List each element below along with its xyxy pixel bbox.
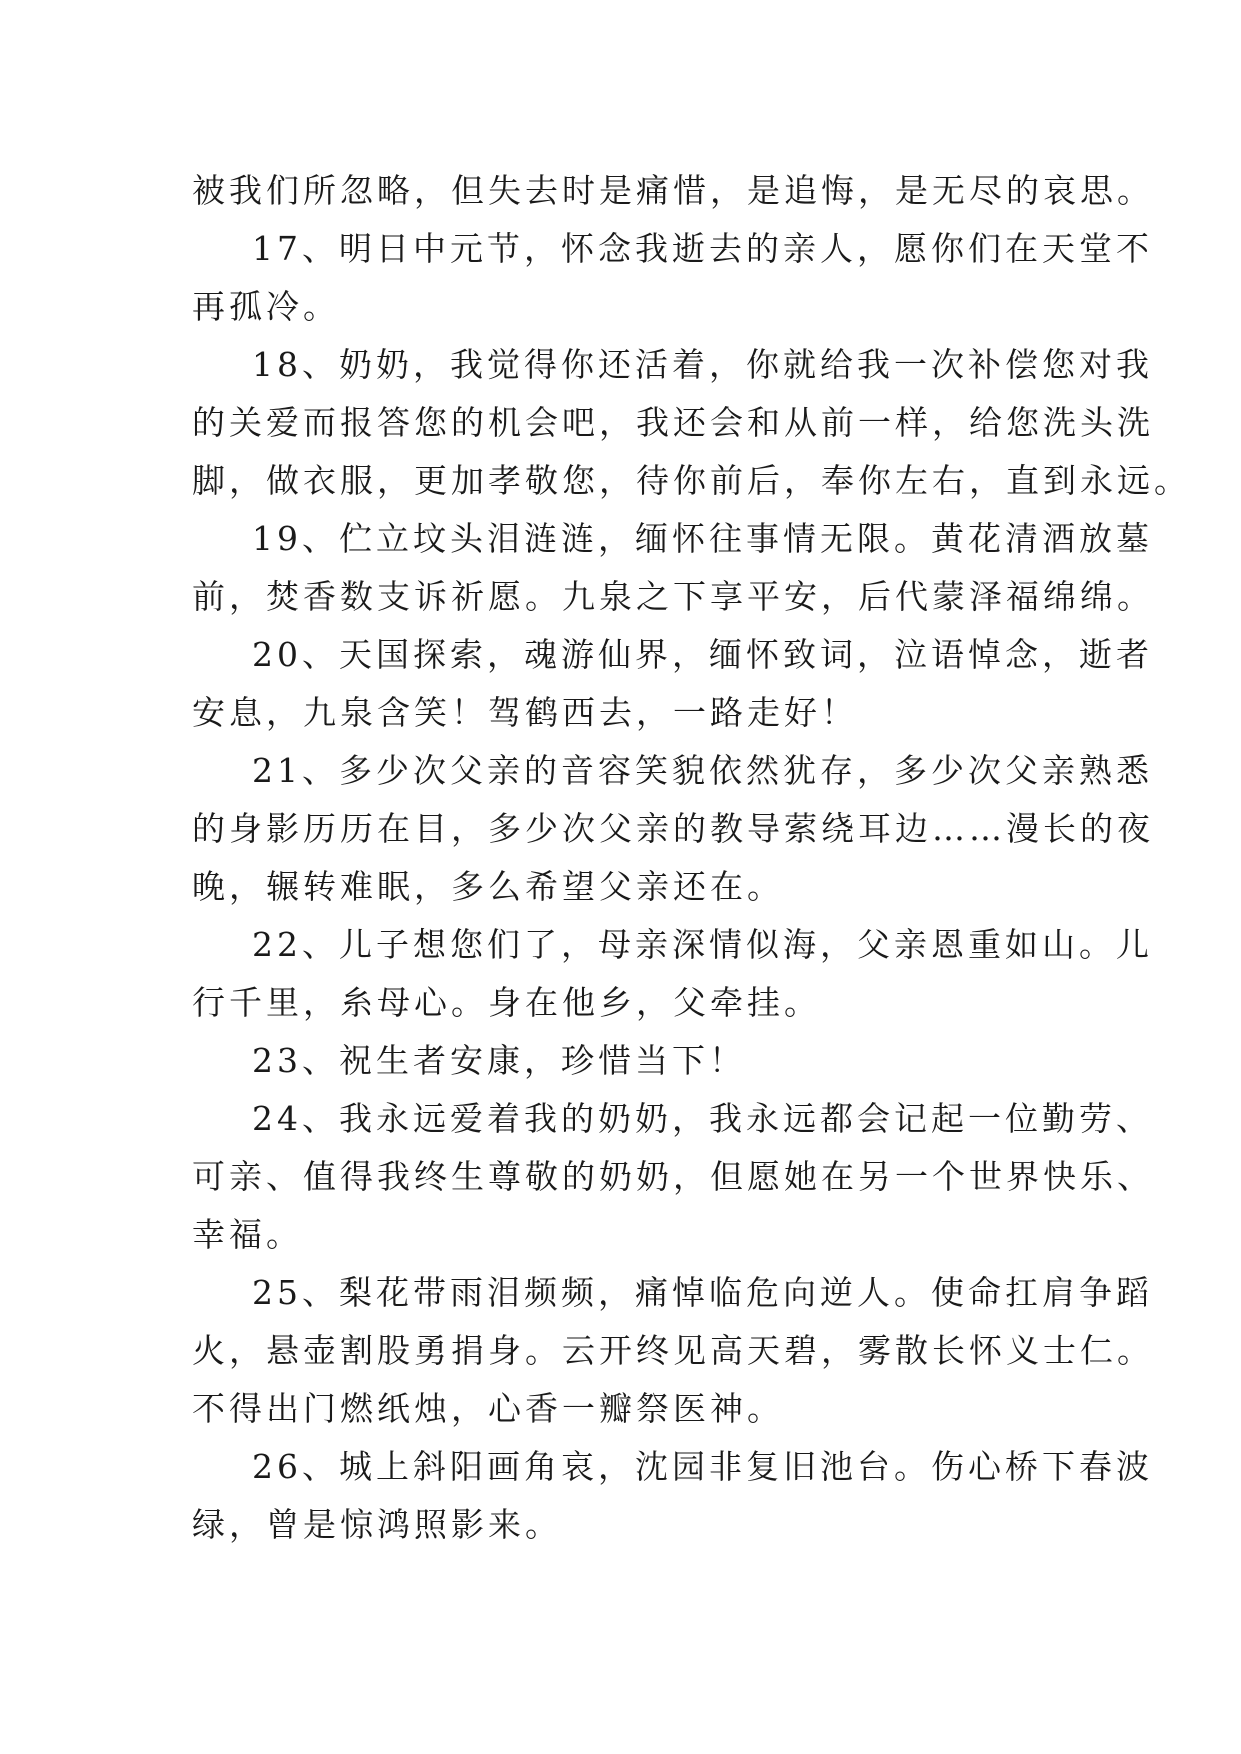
- text-line: 25、梨花带雨泪频频，痛悼临危向逆人。使命扛肩争蹈: [252, 1273, 1153, 1312]
- text-line: 绿，曾是惊鸿照影来。: [192, 1505, 562, 1544]
- text-line: 26、城上斜阳画角哀，沈园非复旧池台。伤心桥下春波: [252, 1447, 1153, 1486]
- text-line: 22、儿子想您们了，母亲深情似海，父亲恩重如山。儿: [252, 925, 1153, 964]
- text-line: 19、伫立坟头泪涟涟，缅怀往事情无限。黄花清酒放墓: [252, 519, 1153, 558]
- text-line: 18、奶奶，我觉得你还活着，你就给我一次补偿您对我: [252, 345, 1153, 384]
- text-line: 火，悬壶割股勇捐身。云开终见高天碧，雾散长怀义士仁。: [192, 1331, 1154, 1370]
- text-line: 被我们所忽略，但失去时是痛惜，是追悔，是无尽的哀思。: [192, 171, 1154, 210]
- text-line: 20、天国探索，魂游仙界，缅怀致词，泣语悼念，逝者: [252, 635, 1153, 674]
- document-body: [192, 162, 1191, 1554]
- text-line: 再孤冷。: [192, 287, 340, 326]
- text-line: 可亲、值得我终生尊敬的奶奶，但愿她在另一个世界快乐、: [192, 1157, 1154, 1196]
- text-line: 安息，九泉含笑！驾鹤西去，一路走好！: [192, 693, 858, 732]
- text-line: 前，焚香数支诉祈愿。九泉之下享平安，后代蒙泽福绵绵。: [192, 577, 1154, 616]
- text-line: 21、多少次父亲的音容笑貌依然犹存，多少次父亲熟悉: [252, 751, 1153, 790]
- text-line: 17、明日中元节，怀念我逝去的亲人，愿你们在天堂不: [252, 229, 1153, 268]
- text-line: 不得出门燃纸烛，心香一瓣祭医神。: [192, 1389, 784, 1428]
- text-line: 23、祝生者安康，珍惜当下！: [252, 1041, 746, 1080]
- text-line: 的身影历历在目，多少次父亲的教导萦绕耳边……漫长的夜: [192, 809, 1154, 848]
- text-line: 脚，做衣服，更加孝敬您，待你前后，奉你左右，直到永远。: [192, 461, 1191, 500]
- text-line: 行千里，糸母心。身在他乡，父牵挂。: [192, 983, 821, 1022]
- text-line: 24、我永远爱着我的奶奶，我永远都会记起一位勤劳、: [252, 1099, 1153, 1138]
- text-line: 的关爱而报答您的机会吧，我还会和从前一样，给您洗头洗: [192, 403, 1154, 442]
- text-line: 幸福。: [192, 1215, 303, 1254]
- text-line: 晚，辗转难眠，多么希望父亲还在。: [192, 867, 784, 906]
